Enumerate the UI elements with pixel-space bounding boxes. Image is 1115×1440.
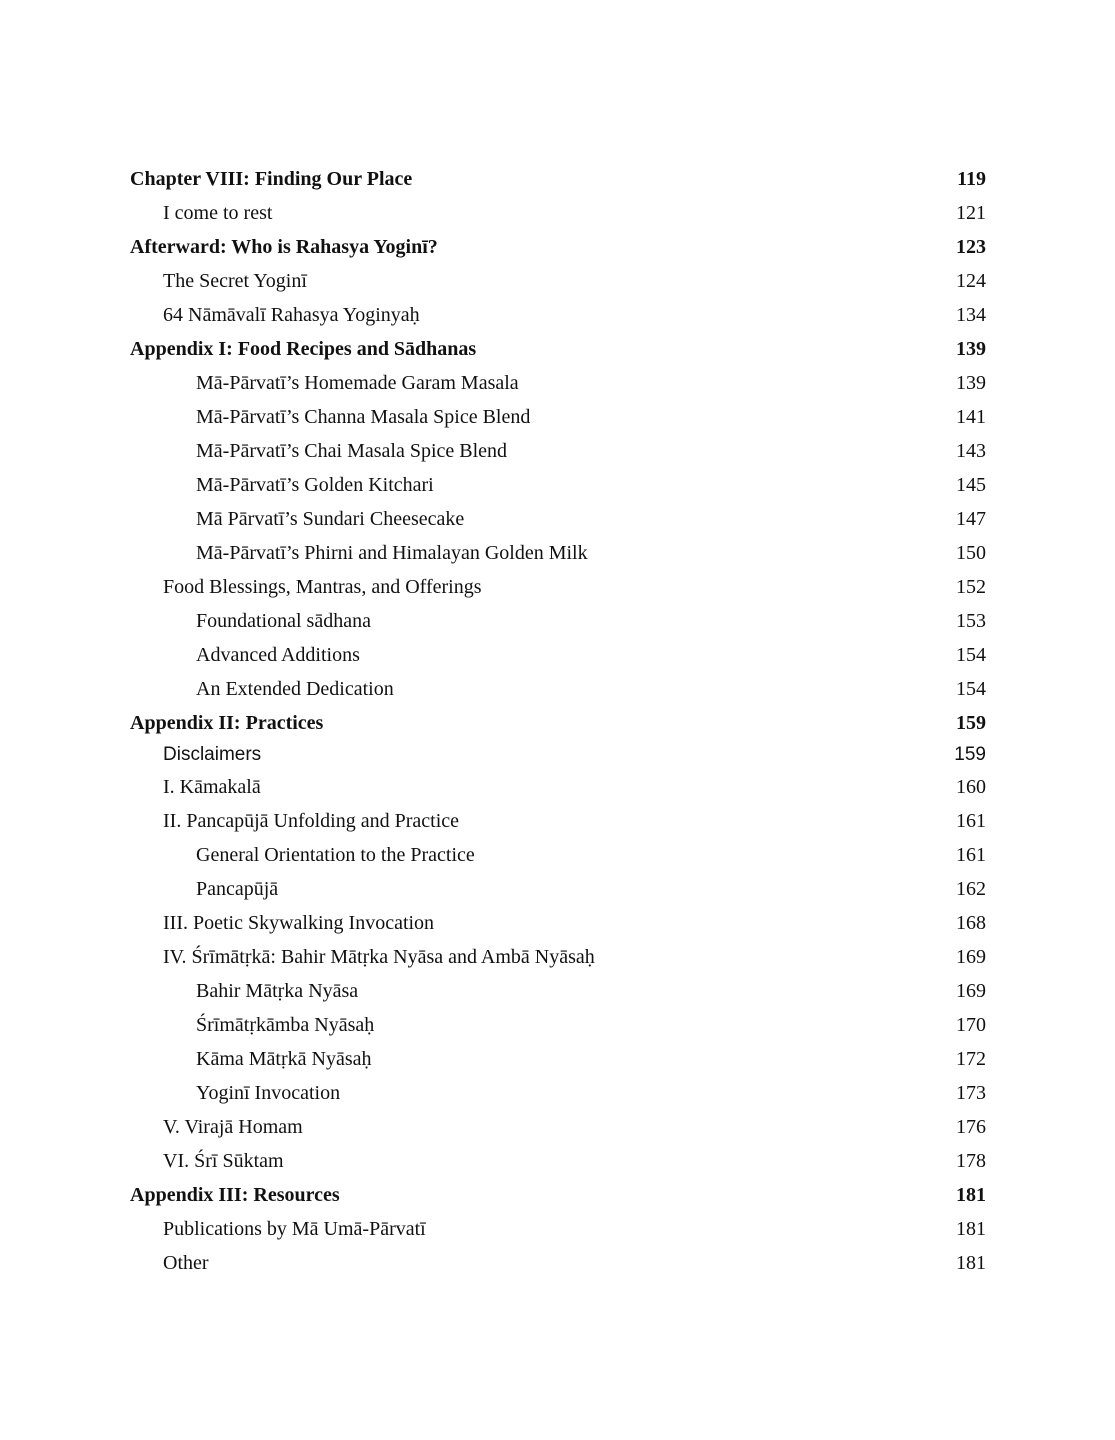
toc-entry-title: Food Blessings, Mantras, and Offerings [163,576,482,598]
toc-entry-page-number: 178 [956,1150,986,1172]
toc-entry-page-number: 143 [956,440,986,462]
toc-entry-page-number: 169 [956,946,986,968]
toc-section-heading [130,1178,986,1212]
toc-entry-page-number: 162 [956,878,986,900]
toc-entry-title: III. Poetic Skywalking Invocation [163,912,435,934]
toc-entry-title: Mā-Pārvatī’s Phirni and Himalayan Golden Milk [196,542,588,564]
toc-entry-page-number: 159 [954,744,986,765]
toc-entry [130,1042,986,1076]
toc-entry-title: Appendix II: Practices [130,712,324,734]
toc-entry [130,838,986,872]
toc-entry-title: Mā-Pārvatī’s Chai Masala Spice Blend [196,440,508,462]
toc-entry [130,974,986,1008]
toc-entry [130,196,986,230]
toc-entry-page-number: 152 [956,576,986,598]
toc-entry [130,872,986,906]
toc-entry-page-number: 154 [956,678,986,700]
toc-entry-page-number: 169 [956,980,986,1002]
toc-entry-page-number: 181 [956,1252,986,1274]
toc-entry-title: Kāma Mātṛkā Nyāsaḥ [196,1048,372,1070]
toc-entry-page-number: 172 [956,1048,986,1070]
toc-entry-title: Foundational sādhana [196,610,371,632]
toc-entry-title: Appendix I: Food Recipes and Sādhanas [130,338,477,360]
toc-entry [130,1144,986,1178]
toc-entry [130,434,986,468]
toc-entry-title: Disclaimers [163,744,262,765]
toc-entry-title: II. Pancapūjā Unfolding and Practice [163,810,460,832]
toc-entry-page-number: 123 [956,236,986,258]
toc-entry-title: Mā-Pārvatī’s Golden Kitchari [196,474,434,496]
toc-entry-title: Other [163,1252,209,1274]
toc-entry-page-number: 139 [956,372,986,394]
toc-section-heading [130,162,986,196]
toc-entry [130,638,986,672]
toc-section-heading [130,706,986,740]
toc-entry-title: Mā Pārvatī’s Sundari Cheesecake [196,508,465,530]
toc-entry-page-number: 176 [956,1116,986,1138]
toc-entry-page-number: 159 [956,712,986,734]
toc-entry-page-number: 141 [956,406,986,428]
toc-entry-page-number: 119 [957,168,986,190]
toc-entry-title: Appendix III: Resources [130,1184,340,1206]
toc-entry-title: IV. Śrīmātṛkā: Bahir Mātṛka Nyāsa and Ambā Nyāsaḥ [163,946,595,968]
toc-entry-title: Pancapūjā [196,878,279,900]
toc-entry-page-number: 181 [956,1218,986,1240]
toc-entry-page-number: 154 [956,644,986,666]
toc-entry [130,1110,986,1144]
toc-entry-title: Mā-Pārvatī’s Homemade Garam Masala [196,372,519,394]
toc-entry [130,1246,986,1280]
toc-entry-page-number: 150 [956,542,986,564]
toc-entry-page-number: 147 [956,508,986,530]
toc-entry-title: Chapter VIII: Finding Our Place [130,168,413,190]
toc-entry [130,536,986,570]
toc-entry-title: Yoginī Invocation [196,1082,341,1104]
toc-entry [130,264,986,298]
toc-entry-title: VI. Śrī Sūktam [163,1150,284,1172]
toc-entry-title: V. Virajā Homam [163,1116,303,1138]
toc-entry [130,940,986,974]
toc-entry-page-number: 139 [956,338,986,360]
toc-entry-page-number: 161 [956,844,986,866]
toc-entry-title: I. Kāmakalā [163,776,261,798]
toc-entry [130,400,986,434]
toc-entry [130,468,986,502]
toc-entry-page-number: 134 [956,304,986,326]
toc-entry [130,1076,986,1110]
toc-entry-title: An Extended Dedication [196,678,394,700]
toc-entry-page-number: 124 [956,270,986,292]
toc-entry [130,740,986,770]
toc-entry-title: General Orientation to the Practice [196,844,475,866]
toc-entry-title: Advanced Additions [196,644,360,666]
toc-entry [130,770,986,804]
toc-entry-title: Mā-Pārvatī’s Channa Masala Spice Blend [196,406,531,428]
toc-entry [130,604,986,638]
toc-entry-page-number: 161 [956,810,986,832]
toc-entry-page-number: 173 [956,1082,986,1104]
toc-entry [130,1212,986,1246]
toc-entry-title: Śrīmātṛkāmba Nyāsaḥ [196,1014,375,1036]
table-of-contents [130,162,986,1280]
toc-entry-title: 64 Nāmāvalī Rahasya Yoginyaḥ [163,304,420,326]
toc-entry-page-number: 168 [956,912,986,934]
toc-entry [130,366,986,400]
toc-entry-title: Afterward: Who is Rahasya Yoginī? [130,236,438,258]
toc-entry-title: I come to rest [163,202,273,224]
toc-entry [130,804,986,838]
toc-entry-title: Bahir Mātṛka Nyāsa [196,980,359,1002]
toc-entry [130,672,986,706]
toc-entry [130,906,986,940]
toc-entry-page-number: 153 [956,610,986,632]
toc-section-heading [130,332,986,366]
toc-entry [130,502,986,536]
toc-entry-page-number: 121 [956,202,986,224]
toc-entry-title: The Secret Yoginī [163,270,307,292]
toc-section-heading [130,230,986,264]
toc-entry-page-number: 170 [956,1014,986,1036]
toc-entry [130,570,986,604]
toc-entry-page-number: 181 [956,1184,986,1206]
toc-entry-page-number: 160 [956,776,986,798]
toc-entry-page-number: 145 [956,474,986,496]
toc-entry [130,1008,986,1042]
toc-entry-title: Publications by Mā Umā-Pārvatī [163,1218,426,1240]
toc-entry [130,298,986,332]
